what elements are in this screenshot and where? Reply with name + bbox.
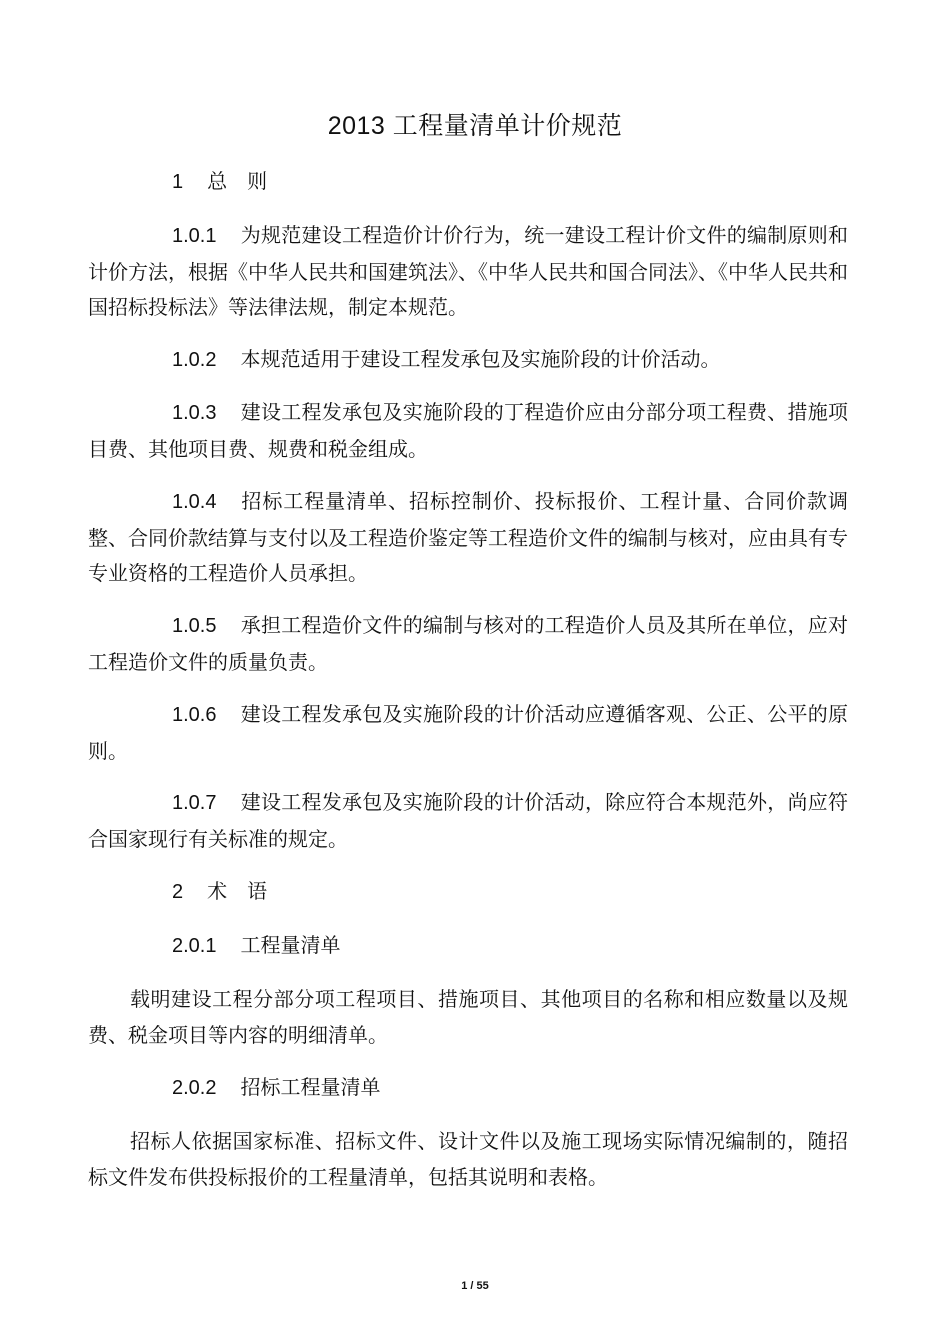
clause-text: 承担工程造价文件的编制与核对的工程造价人员及其所在单位，应对工程造价文件的质量负责。 xyxy=(88,613,848,674)
clause-number: 1.0.1 xyxy=(172,225,217,247)
clause-text: 建设工程发承包及实施阶段的计价活动，除应符合本规范外，尚应符合国家现行有关标准的规定。 xyxy=(88,790,848,851)
section-heading-2 xyxy=(88,874,848,911)
clause-1-0-6 xyxy=(88,697,848,769)
clause-text: 为规范建设工程造价计价行为，统一建设工程计价文件的编制原则和计价方法，根据《中华人民共和国建筑法》、《中华人民共和国合同法》、《中华人民共和国招标投标法》等法律法规，制定本规范。 xyxy=(88,223,848,319)
term-definition-2-0-2 xyxy=(88,1124,848,1195)
page-footer xyxy=(0,1280,950,1292)
clause-number: 1.0.2 xyxy=(172,349,217,371)
clause-number: 1.0.7 xyxy=(172,792,217,814)
term-number: 2.0.2 xyxy=(172,1077,217,1099)
term-title: 招标工程量清单 xyxy=(240,1075,381,1099)
clause-1-0-1 xyxy=(88,218,848,326)
page-current: 1 xyxy=(461,1280,468,1292)
section-number: 1 xyxy=(172,171,184,193)
clause-number: 1.0.3 xyxy=(172,402,217,424)
section-title: 术 语 xyxy=(207,879,268,903)
clause-number: 1.0.6 xyxy=(172,704,217,726)
term-title: 工程量清单 xyxy=(240,933,341,957)
section-number: 2 xyxy=(172,881,184,903)
clause-text: 建设工程发承包及实施阶段的丁程造价应由分部分项工程费、措施项目费、其他项目费、规费和税金组成。 xyxy=(88,400,848,461)
term-heading-2-0-1 xyxy=(88,928,848,965)
term-text: 招标人依据国家标准、招标文件、设计文件以及施工现场实际情况编制的，随招标文件发布供投标报价的工程量清单，包括其说明和表格。 xyxy=(88,1129,848,1189)
clause-text: 本规范适用于建设工程发承包及实施阶段的计价活动。 xyxy=(240,347,721,371)
term-heading-2-0-2 xyxy=(88,1070,848,1107)
clause-text: 建设工程发承包及实施阶段的计价活动应遵循客观、公正、公平的原则。 xyxy=(88,702,848,763)
clause-number: 1.0.5 xyxy=(172,615,217,637)
term-definition-2-0-1 xyxy=(88,982,848,1053)
document-title: 2013 工程量清单计价规范 xyxy=(327,112,623,140)
term-text: 载明建设工程分部分项工程项目、措施项目、其他项目的名称和相应数量以及规费、税金项目等内容的明细清单。 xyxy=(88,987,848,1047)
section-title: 总 则 xyxy=(207,169,268,193)
page-total: 55 xyxy=(476,1280,489,1292)
clause-1-0-3 xyxy=(88,395,848,467)
clause-1-0-5 xyxy=(88,608,848,680)
page-separator: / xyxy=(470,1280,474,1292)
term-number: 2.0.1 xyxy=(172,935,217,957)
section-heading-1 xyxy=(88,164,848,201)
clause-1-0-4 xyxy=(88,484,848,592)
clause-1-0-7 xyxy=(88,785,848,857)
clause-text: 招标工程量清单、招标控制价、投标报价、工程计量、合同价款调整、合同价款结算与支付以及工程造价鉴定等工程造价文件的编制与核对，应由具有专专业资格的工程造价人员承担。 xyxy=(88,489,848,585)
clause-1-0-2 xyxy=(88,342,848,379)
clause-number: 1.0.4 xyxy=(172,491,217,513)
